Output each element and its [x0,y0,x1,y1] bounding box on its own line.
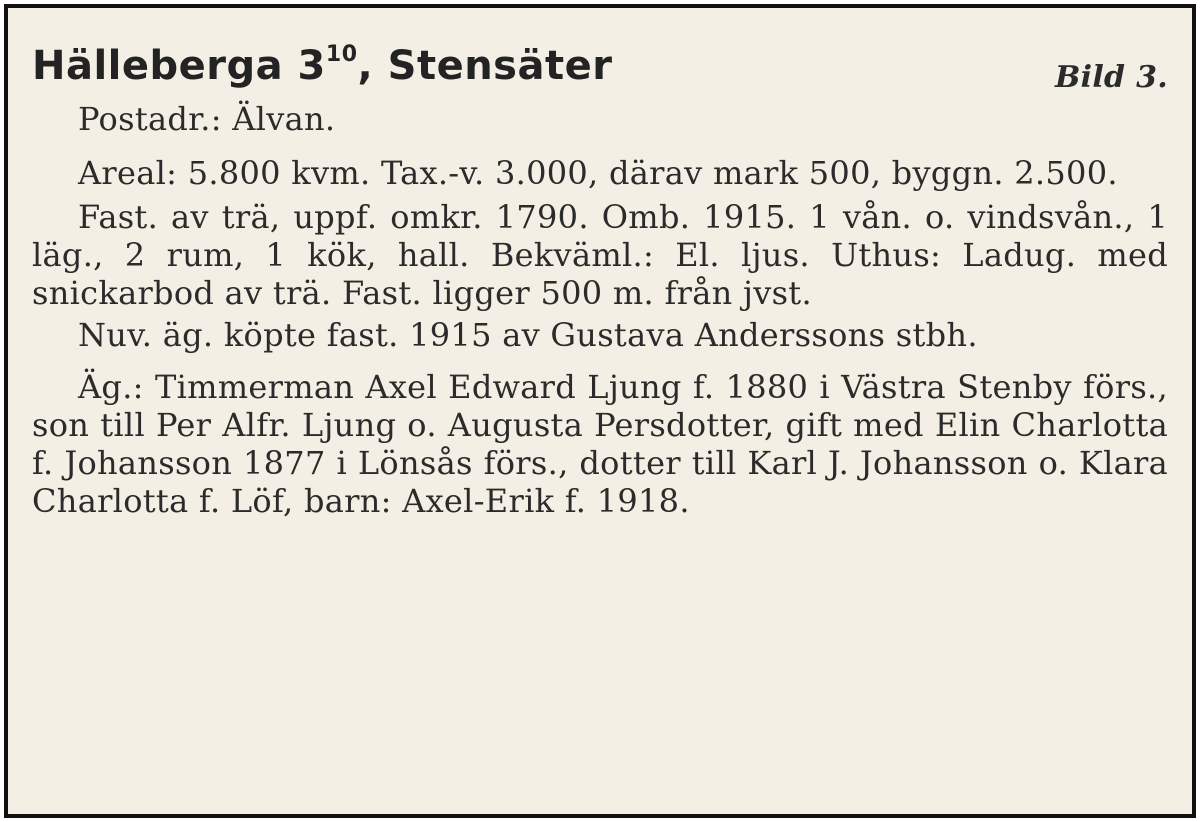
title-rest: , Stensäter [357,43,613,89]
scanned-page [4,4,1196,818]
title-main: Hälleberga 3 [32,43,326,89]
directory-entry [32,38,1168,520]
postal-address: Postadr.: Älvan. [78,100,336,138]
owner-paragraph: Äg.: Timmerman Axel Edward Ljung f. 1880 i Västra Stenby förs., son till Per Alfr. Ljung o. Augusta Persdotter, gift med Elin Charlotta f. Johansson 1877 i Lönsås förs., dotter till Karl J. Johansson o. Klara Charlotta f. Löf, barn: Axel-Erik f. 1918. [32,368,1168,520]
image-reference: Bild 3. [1055,60,1168,95]
title-superscript: 10 [325,42,358,67]
entry-title [32,42,612,90]
area-paragraph: Areal: 5.800 kvm. Tax.-v. 3.000, därav mark 500, byggn. 2.500. [78,154,1118,192]
building-paragraph: Fast. av trä, uppf. omkr. 1790. Omb. 1915. 1 vån. o. vindsvån., 1 läg., 2 rum, 1 kök, hall. Bekväml.: El. ljus. Uthus: Ladug. med snickarbod av trä. Fast. ligger 500 m. från jvst. [32,198,1168,312]
purchase-paragraph: Nuv. äg. köpte fast. 1915 av Gustava Anderssons stbh. [78,316,978,354]
entry-header [32,38,1168,94]
